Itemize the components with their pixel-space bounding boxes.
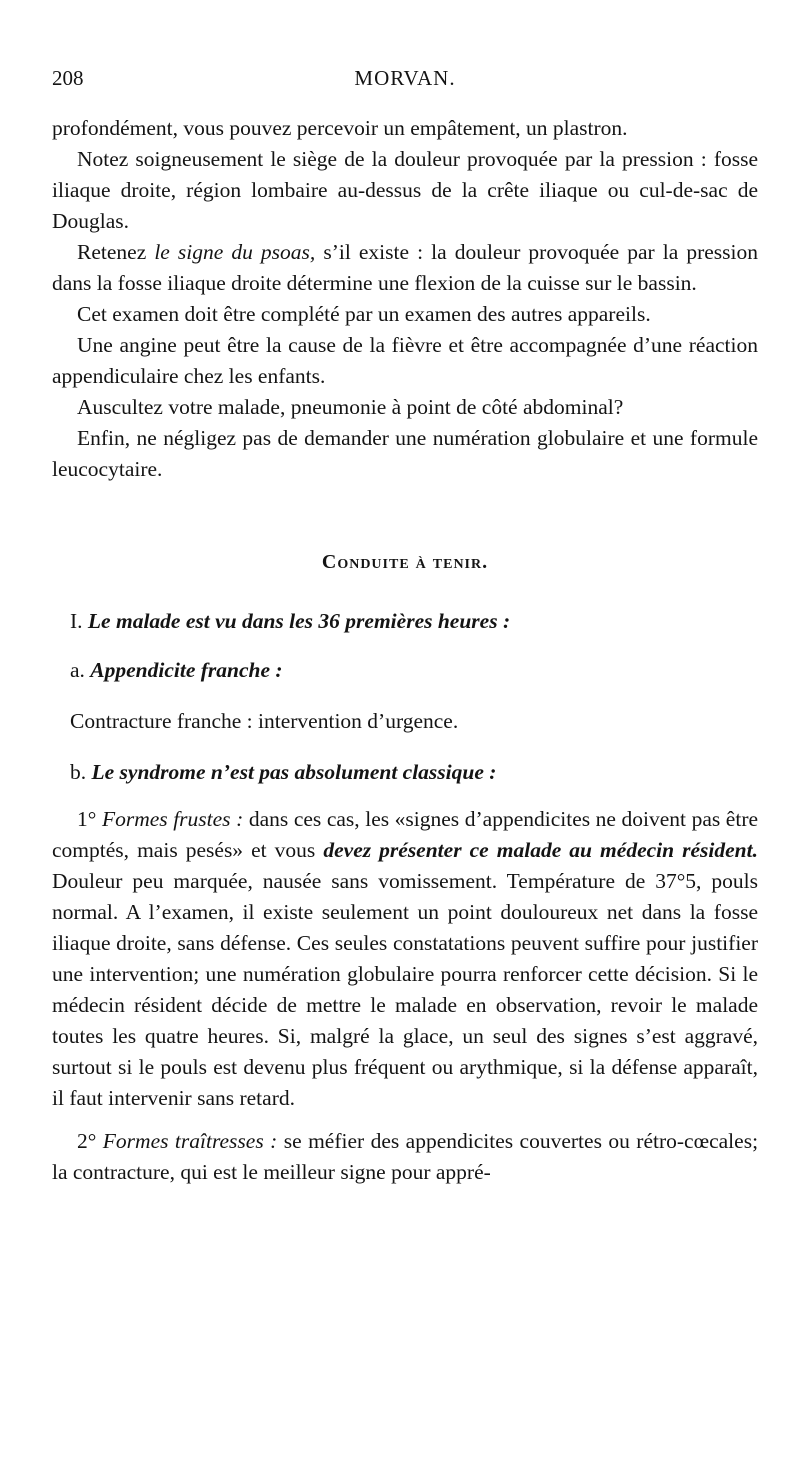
formes-traitresses-text: se méfier des appendicites couvertes ou rétro-cœcales; la contracture, qui est le meilleur signe pour appré- [52, 1129, 759, 1184]
heading-a [70, 655, 758, 686]
formes-traitresses-number: 2° [77, 1129, 97, 1153]
paragraph: profondément, vous pouvez percevoir un empâtement, un plastron. [52, 116, 628, 140]
formes-frustes-label: Formes frustes : [101, 807, 244, 831]
paragraph: Notez soigneusement le siège de la douleur provoquée par la pression : fosse iliaque droite, région lombaire au-dessus de la crête iliaque ou cul-de-sac de Douglas. [52, 147, 758, 233]
running-title: MORVAN. [354, 66, 456, 90]
formes-frustes-emphasis: devez présenter ce malade au médecin résident. [323, 838, 758, 862]
paragraph: Cet examen doit être complété par un examen des autres appareils. [77, 302, 651, 326]
contracture-line: Contracture franche : intervention d’urgence. [70, 709, 459, 733]
page-body [52, 113, 758, 1188]
psoas-text: s’il existe : la douleur provoquée par la pression dans la fosse iliaque droite détermine une flexion de la cuisse sur le bassin. [52, 240, 758, 295]
paragraph-formes-frustes [52, 804, 758, 1114]
paragraph: Une angine peut être la cause de la fièvre et être accompagnée d’une réaction appendiculaire chez les enfants. [52, 333, 758, 388]
formes-traitresses-label: Formes traîtresses : [102, 1129, 278, 1153]
formes-frustes-text2: Douleur peu marquée, nausée sans vomissement. Température de 37°5, pouls normal. A l’examen, il existe seulement un point douloureux net dans la fosse iliaque droite, sans défense. Ces seules constatations peuvent suffire pour justifier une intervention; une numération globulaire pourra renforcer cette décision. Si le médecin résident décide de mettre le malade en observation, revoir le malade toutes les quatre heures. Si, malgré la glace, un seul des signes s’est aggravé, surtout si le pouls est devenu plus fréquent ou arythmique, si la défense apparaît, il faut intervenir sans retard. [52, 869, 758, 1110]
formes-frustes-text1: dans ces cas, les «signes d’appendicites ne doivent pas être comptés, mais pesés» et vous [52, 807, 759, 862]
paragraph-psoas [52, 237, 758, 299]
heading-i-number: I. [70, 609, 83, 633]
paragraph: Auscultez votre malade, pneumonie à point de côté abdominal? [77, 395, 624, 419]
psoas-sign-term: le signe du psoas, [154, 240, 316, 264]
psoas-lead: Retenez [77, 240, 147, 264]
heading-a-text: Appendicite franche : [90, 658, 283, 682]
heading-b-letter: b. [70, 760, 87, 784]
heading-b-text: Le syndrome n’est pas absolument classique : [91, 760, 497, 784]
heading-i-text: Le malade est vu dans les 36 premières heures : [87, 609, 511, 633]
page-header [52, 66, 758, 96]
heading-a-letter: a. [70, 658, 85, 682]
heading-b [70, 757, 758, 788]
page-number: 208 [52, 66, 84, 90]
heading-i [70, 606, 758, 637]
paragraph: Enfin, ne négligez pas de demander une numération globulaire et une formule leucocytaire. [52, 426, 758, 481]
paragraph-formes-traitresses [52, 1126, 758, 1188]
section-title: Conduite à tenir. [321, 551, 489, 573]
formes-frustes-number: 1° [77, 807, 97, 831]
